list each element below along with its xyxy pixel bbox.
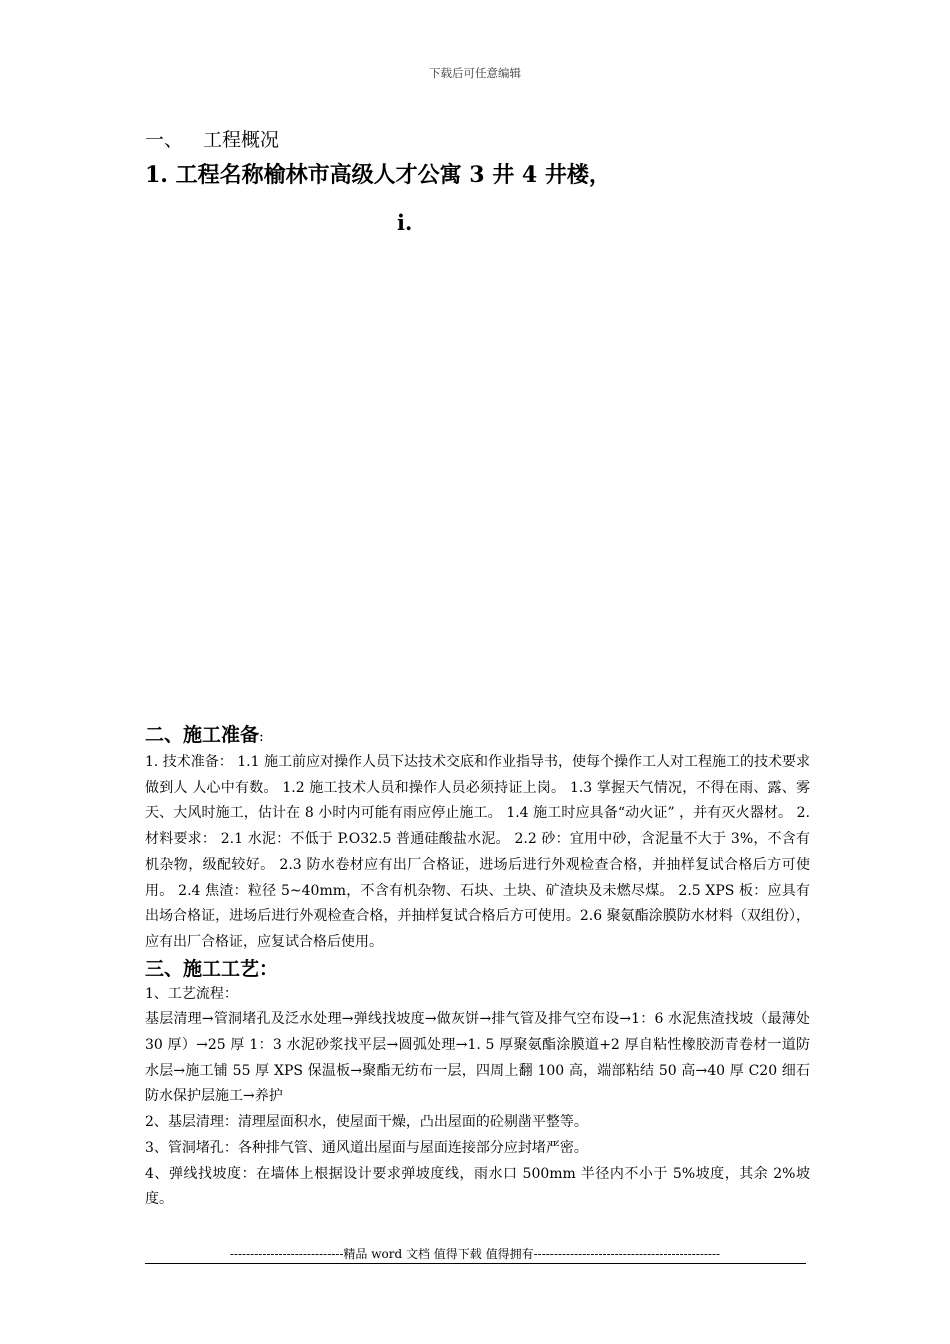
page-header-note: 下载后可任意编辑 — [429, 66, 521, 80]
section-title-colon: : — [259, 729, 264, 745]
section-heading-preparation — [145, 722, 810, 750]
process-item: 2、基层清理：清理屋面积水，使屋面干燥，凸出屋面的砼剔凿平整等。 — [145, 1114, 588, 1131]
process-flow-paragraph: 基层清理→管洞堵孔及泛水处理→弹线找坡度→做灰饼→排气管及排气空布设→1：6 水泥焦渣找坡（最薄处 30 厚）→25 厚 1：3 水泥砂浆找平层→圆弧处理→1. 5 厚聚氨酯涂膜道+2 厚自粘性橡胶沥青卷材一道防水层→施工铺 55 厚 XPS 保温板→聚酯无纺布一层，四周上翻 100 高，端部粘结 50 高→40 厚 C20 细石防水保护层施工→养护 — [145, 1011, 810, 1105]
process-item: 1、工艺流程： — [145, 985, 238, 1002]
process-item: 4、弹线找坡度：在墙体上根据设计要求弹坡度线，雨水口 500mm 半径内不小于 5%坡度，其余 2%坡度。 — [145, 1165, 810, 1208]
preparation-paragraph: 1. 技术准备： 1.1 施工前应对操作人员下达技术交底和作业指导书，使每个操作工人对工程施工的技术要求做到人 人心中有数。 1.2 施工技术人员和操作人员必须持证上岗。 1.3 掌握天气情况，不得在雨、露、雾天、大风时施工，估计在 8 小时内可能有雨应停止施工。 1.4 施工时应具备“动火证” ，并有灭火器材。 2. 材料要求： 2.1 水泥：不低于 P.O32.5 普通硅酸盐水泥。 2.2 砂：宜用中砂，含泥量不大于 3%，不含有机杂物，级配较好。 2.3 防水卷材应有出厂合格证，进场后进行外观检查合格，并抽样复试合格后方可使用。 2.4 焦渣：粒径 5~40mm，不含有机杂物、石块、土块、矿渣块及未燃尽煤。 2.5 XPS 板：应具有出场合格证，进场后进行外观检查合格，并抽样复试合格后方可使用。2.6 聚氨酯涂膜防水材料（双组份），应有出厂合格证，应复试合格后使用。 — [145, 754, 810, 950]
document-body — [145, 722, 810, 1213]
section-number: 一、 — [145, 129, 184, 151]
page-footer-text: ----------------------------精品 word 文档 值得下载 值得拥有---------------------------------------------- — [229, 1247, 721, 1261]
section-title: 二、施工准备 — [145, 724, 260, 746]
project-name-line: 1. 工程名称榆林市高级人才公寓 3 井 4 井楼， — [145, 162, 611, 188]
section-title: 工程概况 — [203, 129, 280, 151]
process-item: 3、管洞堵孔：各种排气管、通风道出屋面与屋面连接部分应封堵严密。 — [145, 1139, 588, 1156]
section-heading-process: 三、施工工艺： — [145, 957, 279, 980]
footer-divider — [145, 1263, 806, 1264]
section-heading-overview — [145, 125, 279, 152]
list-marker: i. — [397, 210, 413, 235]
